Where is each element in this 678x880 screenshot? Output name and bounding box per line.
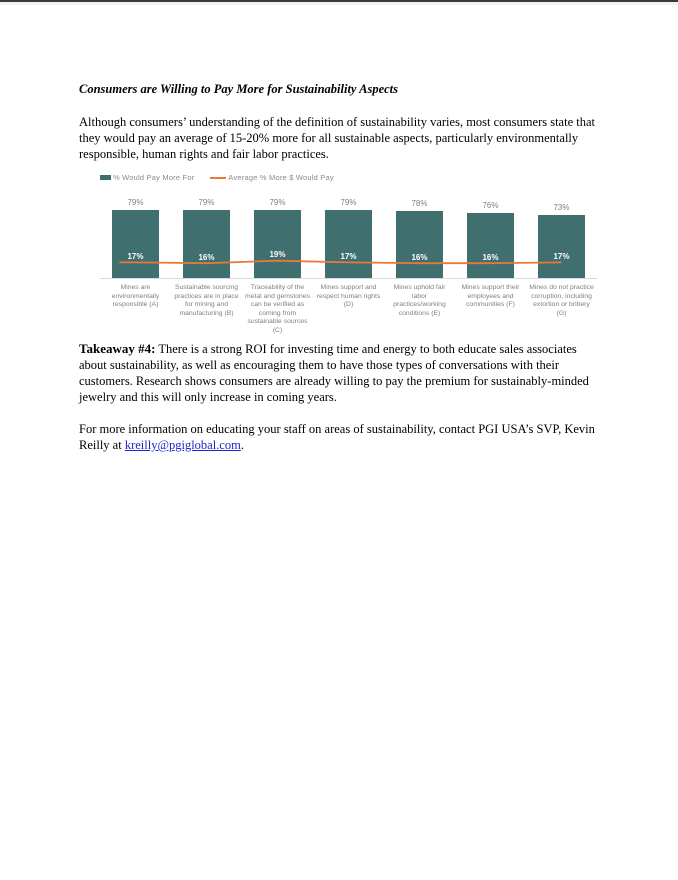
line-value-label: 17% <box>553 251 570 261</box>
category-label: Traceability of the metal and gemstones can be verified as coming from sustainable sources (C) <box>245 284 310 334</box>
average-line <box>100 198 597 278</box>
chart-plot <box>100 198 597 279</box>
email-link[interactable]: kreilly@pgiglobal.com <box>124 438 241 452</box>
category-label: Mines uphold fair labor practices/working conditions (E) <box>393 284 446 317</box>
line-value-label: 16% <box>198 252 215 262</box>
bar-value-label: 78% <box>411 198 428 208</box>
contact-text-after: . <box>240 438 244 452</box>
bar-value-label: 79% <box>198 198 215 208</box>
category-label: Mines do not practice corruption, including extortion or bribery (G) <box>529 284 594 317</box>
chart-legend <box>100 173 597 182</box>
legend-item-line <box>210 173 333 182</box>
line-value-label: 17% <box>127 251 144 261</box>
takeaway-text: There is a strong ROI for investing time and energy to both educate sales associates about sustainability, as well as encouraging them to have those types of conversations with their customers. Research shows consumers are already willing to pay the premium for sustainably-minded jewelry and this will only increase in coming years. <box>79 342 589 404</box>
bar-value-label: 76% <box>482 200 499 210</box>
intro-paragraph: Although consumers’ understanding of the definition of sustainability varies, most consumers state that they would pay an average of 15-20% more for all sustainable aspects, particularly environmentally responsible, human rights and fair labor practices. <box>79 115 595 161</box>
bar-value-label: 79% <box>127 198 144 208</box>
chart-categories <box>100 284 597 335</box>
bar-series-swatch-icon <box>100 175 111 180</box>
contact-text-before: For more information on educating your staff on areas of sustainability, contact PGI USA’s SVP, Kevin Reilly at <box>79 422 595 452</box>
bar-value-label: 79% <box>340 198 357 208</box>
line-value-label: 16% <box>482 252 499 262</box>
contact-paragraph <box>79 421 604 453</box>
line-value-label: 17% <box>340 251 357 261</box>
document-page <box>0 5 678 453</box>
section-heading: Consumers are Willing to Pay More for Sustainability Aspects <box>79 82 399 96</box>
bar-value-label: 79% <box>269 198 286 208</box>
bar-value-label: 73% <box>553 203 570 213</box>
legend-label-line: Average % More $ Would Pay <box>228 173 334 182</box>
legend-item-bars <box>100 173 194 182</box>
line-value-label: 16% <box>411 252 428 262</box>
category-label: Sustainable sourcing practices are in place for mining and manufacturing (B) <box>174 284 239 317</box>
category-label: Mines are environmentally responsible (A) <box>111 284 160 308</box>
sustainability-chart <box>100 173 597 335</box>
category-label: Mines support and respect human rights (D) <box>316 284 381 308</box>
line-series-swatch-icon <box>210 177 226 179</box>
takeaway-paragraph <box>79 341 604 405</box>
legend-label-bars: % Would Pay More For <box>113 173 195 182</box>
takeaway-label: Takeaway #4: <box>79 341 156 356</box>
line-value-label: 19% <box>269 250 286 260</box>
category-label: Mines support their employees and communities (F) <box>461 284 520 308</box>
